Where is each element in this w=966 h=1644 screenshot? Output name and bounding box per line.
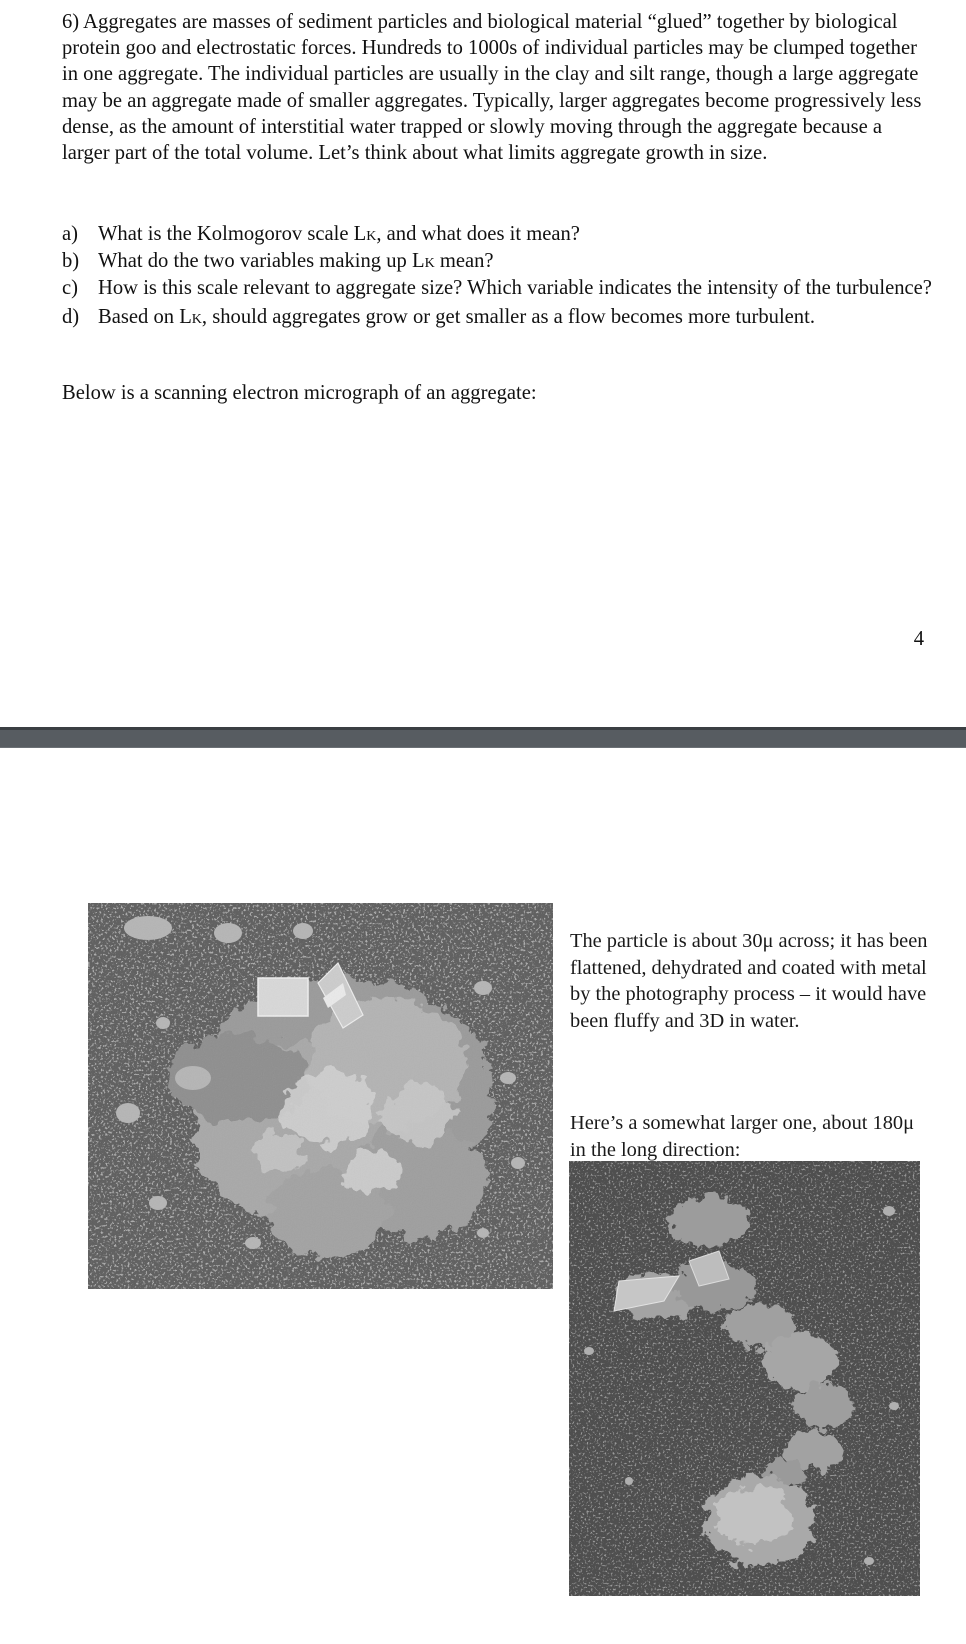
question-list: [62, 222, 932, 332]
question-b: b) What do the two variables making up Lk mean?: [62, 250, 494, 272]
sem-micrograph-aggregate-180-micron: [569, 1161, 920, 1596]
caption-particle-30-micron: The particle is about 30μ across; it has been flattened, dehydrated and coated with metal by the photography process – it would have been fluffy and 3D in water.: [570, 930, 928, 1032]
document-page-5: [0, 748, 966, 1644]
question-marker: d): [62, 306, 80, 328]
kolmogorov-symbol: Lk: [179, 306, 202, 328]
micrograph-intro-text: Below is a scanning electron micrograph of an aggregate:: [62, 382, 537, 404]
question-marker: a): [62, 223, 78, 245]
question-d: d) Based on Lk, should aggregates grow or get smaller as a flow becomes more turbulent.: [62, 306, 815, 328]
question-marker: b): [62, 250, 80, 272]
kolmogorov-symbol: Lk: [411, 250, 435, 272]
page-break-separator: [0, 727, 966, 748]
question-a: a) What is the Kolmogorov scale Lk, and what does it mean?: [62, 223, 580, 245]
sem-micrograph-aggregate-30-micron: [88, 903, 553, 1289]
problem-6-intro: 6) Aggregates are masses of sediment particles and biological material “glued” together by biological protein goo and electrostatic forces. Hundreds to 1000s of individual particles may be clumped together in one aggregate. The individual particles are usually in the clay and silt range, though a large aggregate may be an aggregate made of smaller aggregates. Typically, larger aggregates become progressively less dense, as the amount of interstitial water trapped or slowly moving through the aggregate because a larger part of the total volume. Let’s think about what limits aggregate growth in size.: [62, 11, 922, 165]
page-number: 4: [913, 628, 924, 650]
caption-particle-180-micron: Here’s a somewhat larger one, about 180μ in the long direction:: [570, 1112, 915, 1161]
question-c: c) How is this scale relevant to aggregate size? Which variable indicates the intensity of the turbulence?: [62, 277, 932, 299]
question-marker: c): [62, 277, 78, 299]
document-page-4: [0, 0, 966, 727]
kolmogorov-symbol: Lk: [353, 223, 377, 245]
